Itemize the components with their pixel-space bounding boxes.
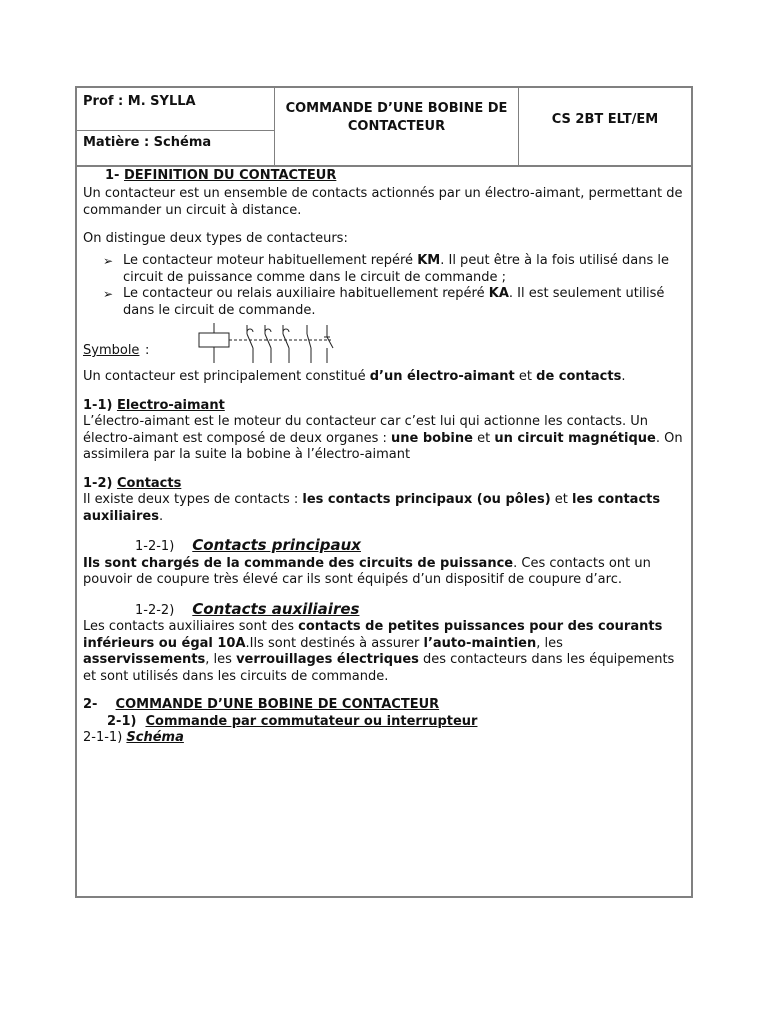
list-item-km: ➢ Le contacteur moteur habituellement repéré KM. Il peut être à la fois utilisé dans le circuit de puissance comme dans le circuit de commande ;	[123, 253, 687, 286]
document-body	[83, 168, 687, 747]
class-cell: CS 2BT ELT/EM	[551, 112, 659, 127]
composition-paragraph: Un contacteur est principalement constitué d’un électro-aimant et de contacts.	[83, 369, 626, 384]
section-1-2-1-heading: 1-2-1) Contacts principaux	[135, 536, 361, 554]
contactor-symbol-icon	[191, 323, 341, 367]
contacts-paragraph: Il existe deux types de contacts : les contacts principaux (ou pôles) et les contacts auxiliaires.	[83, 492, 661, 524]
contactor-types-list	[83, 253, 687, 319]
section-2-heading: 2- COMMANDE D’UNE BOBINE DE CONTACTEUR	[83, 697, 440, 712]
types-intro: On distingue deux types de contacteurs:	[83, 230, 348, 246]
header-table	[77, 88, 691, 167]
section-1-2-2-heading: 1-2-2) Contacts auxiliaires	[135, 599, 360, 618]
section-1-1-heading: 1-1) Electro-aimant	[83, 397, 225, 413]
list-item-ka: ➢ Le contacteur ou relais auxiliaire habituellement repéré KA. Il est seulement utilisé dans le circuit de commande.	[123, 286, 687, 319]
section-2-1-1-heading: 2-1-1) Schéma	[83, 730, 184, 745]
section-1-title: DEFINITION DU CONTACTEUR	[123, 168, 337, 183]
teacher-cell: Prof : M. SYLLA	[77, 88, 275, 131]
symbol-label: Symbole	[83, 343, 140, 358]
document-title: COMMANDE D’UNE BOBINE DE CONTACTEUR	[275, 88, 519, 165]
section-1-2-heading: 1-2) Contacts	[83, 475, 182, 491]
principal-contacts-paragraph: Ils sont chargés de la commande des circuits de puissance. Ces contacts ont un pouvoir de coupure très élevé car ils sont équipés d’un dispositif de coupure d’arc.	[83, 555, 651, 587]
section-2-1-heading: 2-1) Commande par commutateur ou interrupteur	[107, 713, 478, 729]
symbol-row: Symbole :	[83, 319, 687, 365]
subject-cell: Matière : Schéma	[77, 131, 275, 165]
electro-aimant-paragraph: L’électro-aimant est le moteur du contacteur car c’est lui qui actionne les contacts. Un électro-aimant est composé de deux organes : une bobine et un circuit magnétique. On assimilera par la suite la bobine à l’électro-aimant	[83, 414, 683, 462]
section-1-heading: 1- DEFINITION DU CONTACTEUR	[105, 168, 337, 183]
definition-paragraph: Un contacteur est un ensemble de contacts actionnés par un électro-aimant, permettant de commander un circuit à distance.	[83, 185, 683, 218]
auxiliary-contacts-paragraph: Les contacts auxiliaires sont des contacts de petites puissances pour des courants inférieurs ou égal 10A.Ils sont destinés à assurer l’auto-maintien, les asservissements, les verrouillages électriques des contacteurs dans les équipements et sont utilisés dans les circuits de commande.	[83, 619, 675, 684]
document-page	[75, 86, 693, 898]
